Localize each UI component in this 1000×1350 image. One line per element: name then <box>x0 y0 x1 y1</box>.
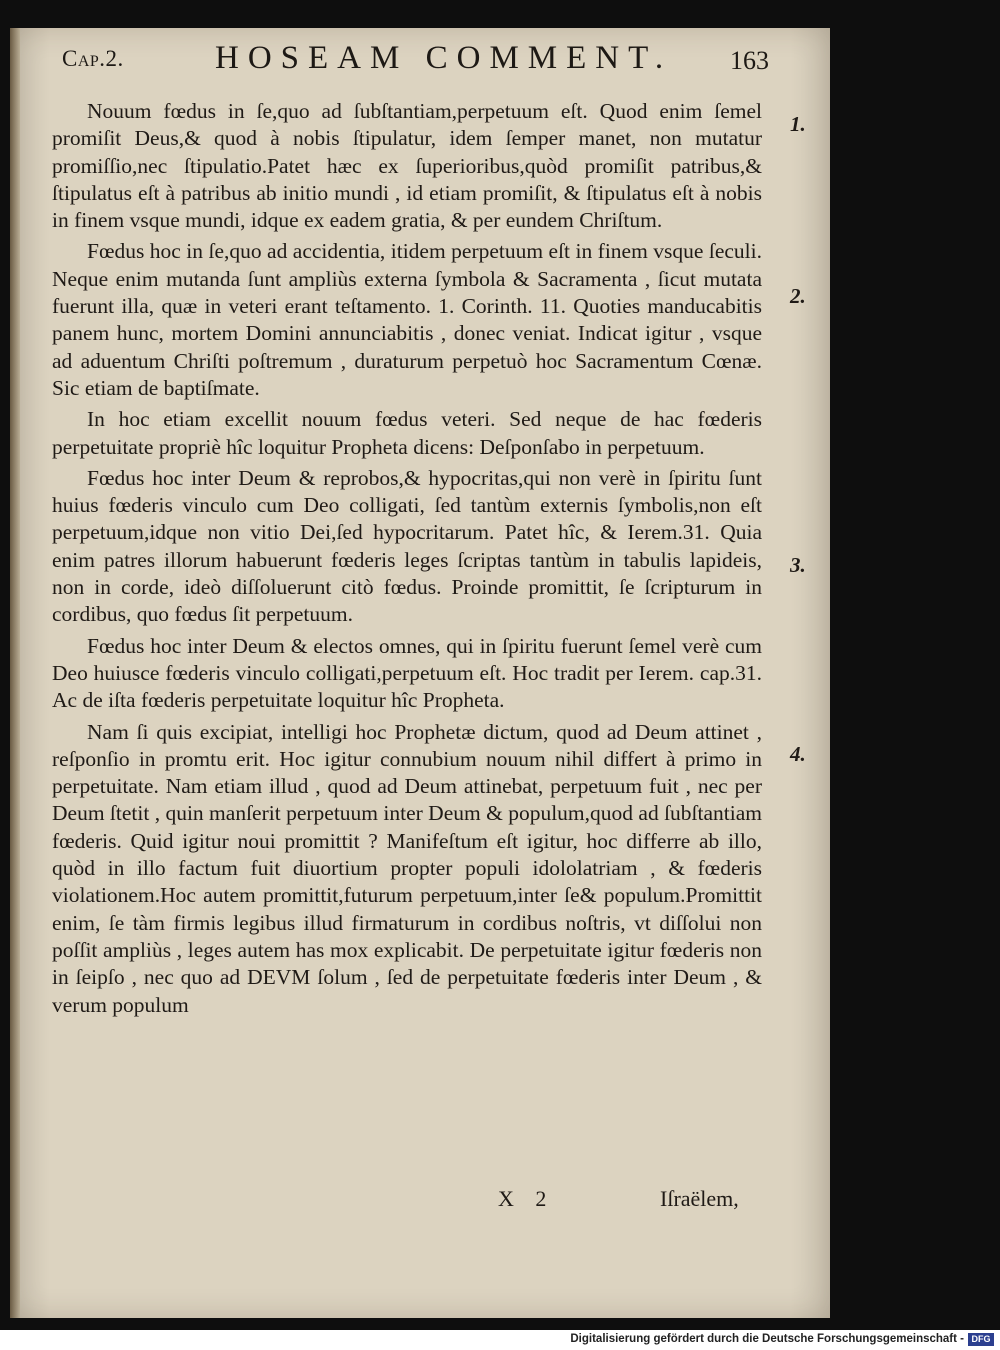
dfg-logo: DFG <box>968 1333 994 1346</box>
page-number: 163 <box>730 46 769 75</box>
catchword: Iſraëlem, <box>660 1186 739 1211</box>
paragraph-3: In hoc etiam excellit nouum fœdus veteri. Sed neque de hac fœderis perpetuitate propriè hîc loquitur Propheta dicens: Deſponſabo in perpetuum. <box>52 407 762 459</box>
body-text <box>52 98 762 1019</box>
margin-number-2: 2. <box>790 284 806 308</box>
running-head <box>50 36 790 84</box>
margin-number-3: 3. <box>790 553 806 577</box>
book-title: HOSEAM COMMENT. <box>215 40 673 76</box>
margin-number-4: 4. <box>790 742 806 766</box>
paragraph-1: Nouum fœdus in ſe,quo ad ſubſtantiam,perpetuum eſt. Quod enim ſemel promiſit Deus,& quod à nobis ſtipulatur, idem ſemper manet, non mutatur promiſſio,nec ſtipulatio.Patet hæc ex ſuperioribus,quòd promiſit patribus,& ſtipulatus eſt à patribus ab initio mundi , id etiam promiſit, & ſtipulatus eſt à nobis in finem vsque mundi, idque ex eadem gratia, & per eundem Chriſtum. <box>52 99 762 233</box>
paragraph-5: Fœdus hoc inter Deum & electos omnes, qui in ſpiritu fuerunt ſemel verè cum Deo huiusce fœderis vinculo colligati,perpetuum eſt. Hoc tradit per Ierem. cap.31. Ac de iſta fœderis perpetuitate loquitur hîc Propheta. <box>52 633 762 713</box>
paragraph-4: Fœdus hoc inter Deum & reprobos,& hypocritas,qui non verè in ſpiritu ſunt huius fœderis vinculo cum Deo colligati, ſed tantùm externis ſymbolis,non eſt perpetuum,idque non vitio Dei,ſed hypocritarum. Patet hîc, & Ierem.31. Quia enim patres illorum habuerunt fœderis leges ſcriptas tantùm in tabulis lapideis, non in corde, ideò diſſoluerunt citò fœdus. Proinde promittit, ſe ſcripturum in cordibus, quo fœdus ſit perpetuum. <box>52 465 762 627</box>
page-gutter-edge <box>10 28 20 1318</box>
footer-bar <box>0 1330 1000 1350</box>
digitization-credit: Digitalisierung gefördert durch die Deutsche Forschungsgemeinschaft - <box>570 1333 964 1345</box>
paragraph-6: Nam ſi quis excipiat, intelligi hoc Prophetæ dictum, quod ad Deum attinet , reſponſio in promtu erit. Hoc igitur connubium nouum nihil differt à primo in perpetuitate. Nam etiam illud , quod ad Deum attinebat, perpetuum fuit , nec per Deum ſtetit , quin manſerit perpetuum inter Deum & populum,quod ad ſubſtantiam fœderis. Quid igitur noui promittit ? Manifeſtum eſt igitur, hoc differre ab illo, quòd in illo factum fuit diuortium propter populi idololatriam , & fœderis violationem.Hoc autem promittit,futurum perpetuum,inter ſe& populum.Promittit enim, ſe tàm firmis legibus illud firmaturum in cordibus noſtris, vt diſſolui non poſſit ampliùs , leges autem has mox explicabit. De perpetuitate igitur fœderis non in ſeipſo , nec quo ad DEVM ſolum , ſed de perpetuitate fœderis inter Deum , & verum populum <box>52 719 762 1017</box>
margin-number-1: 1. <box>790 112 806 136</box>
chapter-label: Cap.2. <box>62 46 124 71</box>
signature-mark: X 2 <box>498 1186 555 1211</box>
paragraph-2: Fœdus hoc in ſe,quo ad accidentia, itidem perpetuum eſt in finem vsque ſeculi. Neque enim mutanda ſunt ampliùs externa ſymbola & Sacramenta , ſicut mutata fuerunt illa, quæ in veteri erant teſtamento. 1. Corinth. 11. Quoties manducabitis panem hunc, mortem Domini annunciabitis , donec veniat. Indicat igitur , vsque ad aduentum Chriſti poſtremum , duraturum perpetuò hoc Sacramentum Cœnæ. Sic etiam de baptiſmate. <box>52 239 762 400</box>
